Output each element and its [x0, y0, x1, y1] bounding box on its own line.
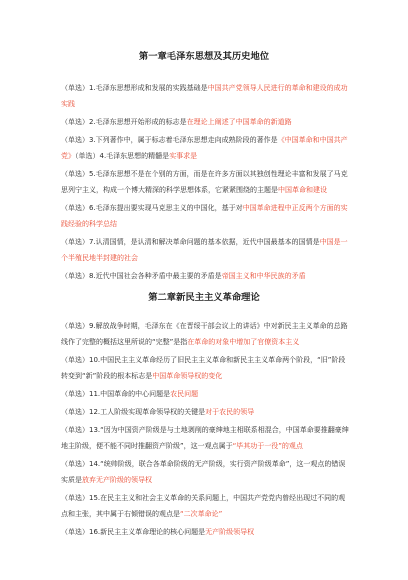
question-text: （单选）14.“统帅阶级，联合各革命阶级的无产阶级，实行资产阶级革命”，这一观点的错误实质是 — [61, 460, 346, 484]
question-text: （单选）9.解放战争时期，毛泽东在《在晋绥干部会议上的讲话》中对新民主主义革命的总路线作了完整的概括这里所说的“完整”是指 — [61, 322, 348, 346]
question-item-13 — [61, 422, 352, 454]
answer-text: 帝国主义和中华民族的矛盾 — [221, 272, 306, 280]
question-item-3-4 — [61, 132, 352, 164]
question-text: （单选）8.近代中国社会各种矛盾中最主要的矛盾是 — [61, 272, 222, 280]
answer-text: 中国革命和建设 — [278, 186, 327, 194]
answer-text: 《中国革命和中国共产党》 — [61, 136, 348, 160]
question-text: （单选）4.毛泽东思想的精髓是 — [75, 152, 170, 160]
question-item-11 — [61, 386, 352, 402]
question-item-1 — [61, 80, 352, 112]
answer-text: 放弃无产阶级的领导权 — [82, 476, 152, 484]
question-text: （单选）5.毛泽东思想不是在个别的方面，而是在许多方面以其独创性理论丰富和发展了马克思列宁主义，构成一个博大精深的科学思想体系，它紧紧围绕的主题是 — [61, 170, 348, 194]
answer-text: 农民问题 — [170, 390, 199, 398]
chapter-1-title: 第一章毛泽东思想及其历史地位 — [138, 51, 270, 62]
chapter-1-question-list — [61, 80, 352, 286]
question-item-8 — [61, 268, 352, 284]
question-text: （单选）13.“因为中国资产阶级是与土地剥削的豪绅地主相联系相混合，中国革命要推翻豪绅地主阶级，便不能不同时推翻资产阶级”，这一观点属于 — [61, 426, 349, 450]
question-item-14 — [61, 456, 352, 488]
answer-text: 中国共产党领导人民进行的革命和建设的成功实践 — [61, 84, 348, 108]
answer-text: 在革命的对象中增加了官僚资本主义 — [187, 338, 300, 346]
answer-text: 对于农民的领导 — [205, 408, 255, 416]
answer-text: 中国是一个半殖民地半封建的社会 — [61, 238, 348, 262]
question-text: （单选）7.认清国情，是认清和解决革命问题的基本依据，近代中国最基本的国情是 — [61, 238, 320, 246]
question-item-9 — [61, 318, 352, 350]
answer-text: “毕其功于一役”的观点 — [232, 442, 303, 450]
answer-text: 实事求是 — [169, 152, 198, 160]
chapter-2-title: 第二章新民主主义革命理论 — [148, 292, 260, 303]
question-item-5 — [61, 166, 352, 198]
question-text: （单选）16.新民主主义革命理论的核心问题是 — [61, 528, 206, 536]
question-text: （单选）11.中国革命的中心问题是 — [61, 390, 171, 398]
answer-text: “二次革命论” — [180, 510, 223, 518]
question-item-6 — [61, 200, 352, 232]
question-item-16 — [61, 524, 352, 540]
question-text: （单选）6.毛泽东提出要实现马克思主义的中国化，基于对 — [61, 204, 243, 212]
question-item-15 — [61, 490, 352, 522]
question-item-7 — [61, 234, 352, 266]
answer-text: 无产阶级领导权 — [205, 528, 255, 536]
answer-text: 在理论上阐述了中国革命的新道路 — [186, 118, 292, 126]
answer-text: 中国革命进程中正反两个方面的实践经验的科学总结 — [61, 204, 348, 228]
question-item-10 — [61, 352, 352, 384]
question-text: （单选）3.下列著作中，属于标志着毛泽东思想走向成熟阶段的著作是 — [61, 136, 278, 144]
question-text: （单选）12.工人阶级实现革命领导权的关键是 — [61, 408, 206, 416]
question-text: （单选）15.在民主主义和社会主义革命的关系问题上，中国共产党党内曾经出现过不同的观点和主张，其中属于右倾错误的观点是 — [61, 494, 346, 518]
question-item-12 — [61, 404, 352, 420]
question-item-2 — [61, 114, 352, 130]
question-text: （单选）1.毛泽东思想形成和发展的实践基础是 — [61, 84, 208, 92]
question-text: （单选）2.毛泽东思想开始形成的标志是 — [61, 118, 187, 126]
question-text: （单选）10.中国民主主义革命经历了旧民主主义革命和新民主主义革命两个阶段，“旧”阶段转变到“新”阶段的根本标志是 — [61, 356, 346, 380]
answer-text: 中国革命领导权的变化 — [152, 372, 223, 380]
chapter-2-question-list — [61, 318, 352, 542]
